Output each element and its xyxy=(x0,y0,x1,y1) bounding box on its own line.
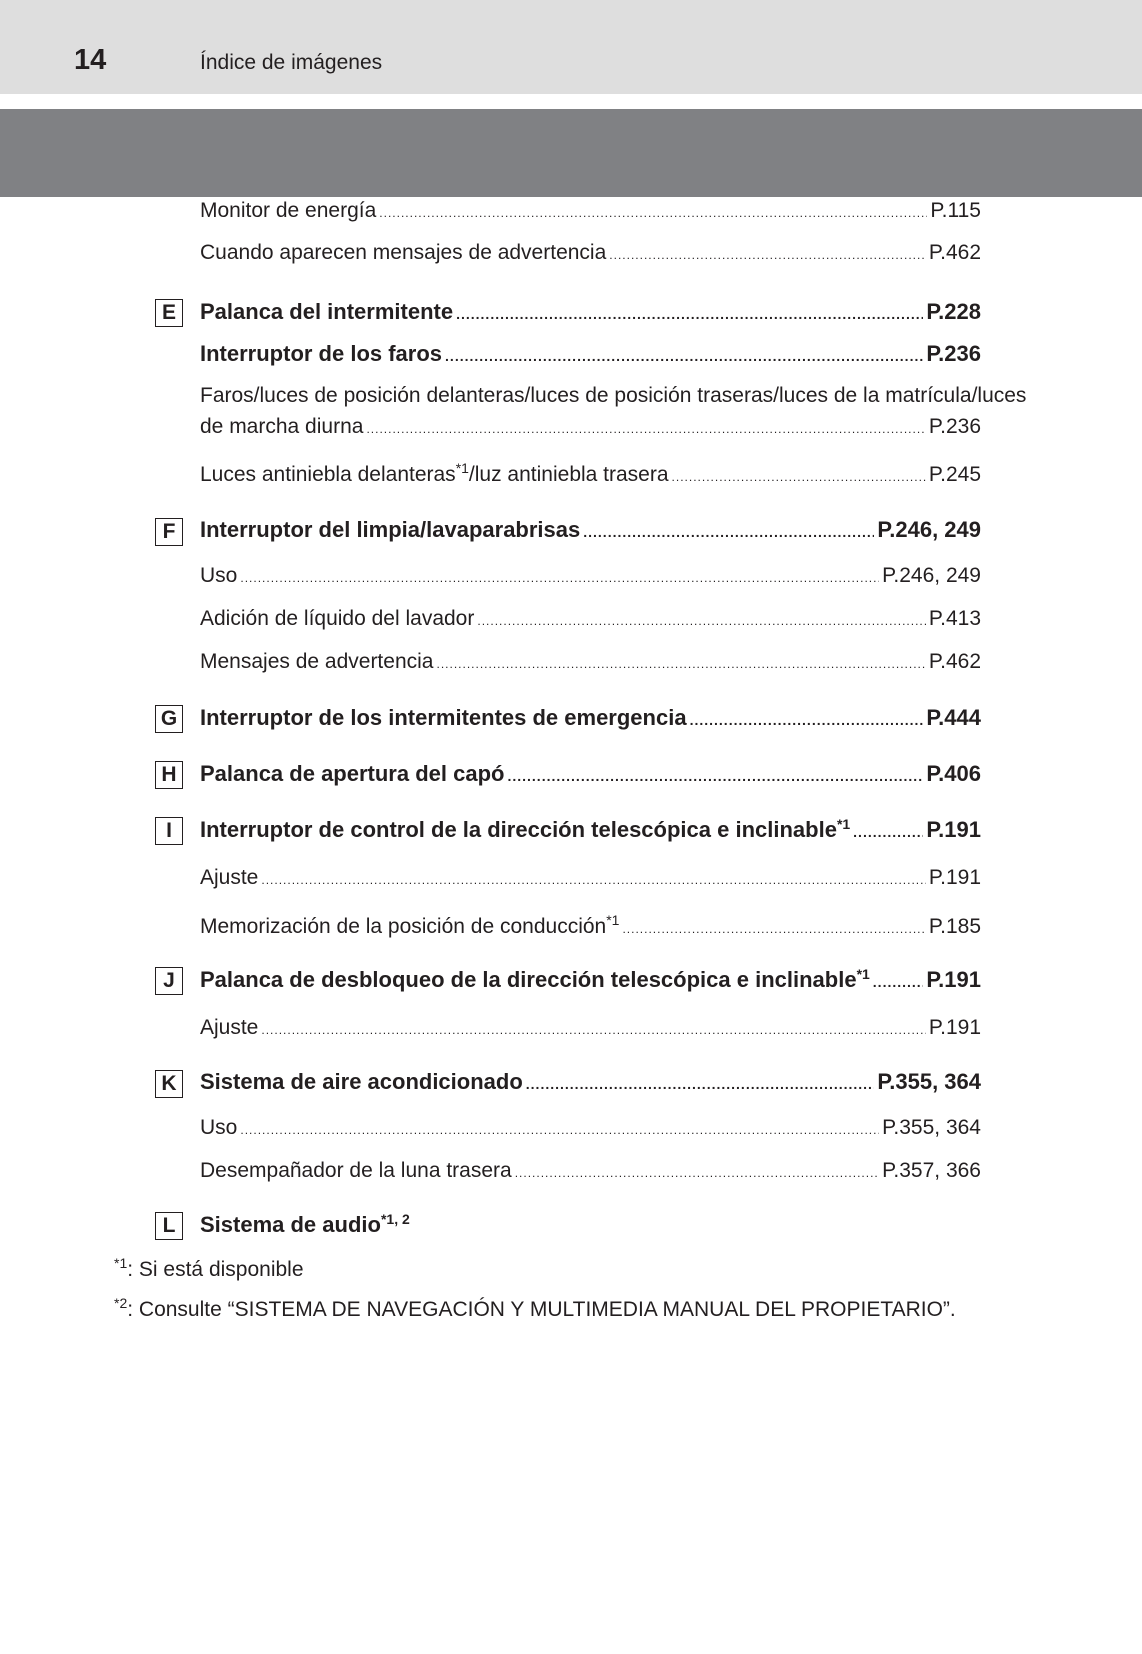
label-box-l: L xyxy=(155,1212,183,1240)
dot-leader xyxy=(379,206,927,220)
index-entry-uso-limpia xyxy=(200,564,981,588)
header-bar xyxy=(0,0,1142,94)
index-entry-ajuste-2 xyxy=(200,1016,981,1040)
footnote-mark: *2 xyxy=(114,1295,128,1311)
entry-text xyxy=(200,967,870,993)
dot-leader xyxy=(240,1123,879,1137)
index-entry-limpiaparabrisas xyxy=(200,517,981,543)
dot-leader xyxy=(477,614,925,628)
index-entry-ajuste xyxy=(200,866,981,890)
entry-text: Uso xyxy=(200,564,238,587)
entry-text: Interruptor de los intermitentes de emergencia xyxy=(200,705,687,730)
footnote-2 xyxy=(114,1295,956,1322)
page-reference: P.236 xyxy=(926,341,981,366)
index-entry-sistema-audio xyxy=(200,1212,981,1238)
dot-leader xyxy=(507,768,923,784)
dot-leader xyxy=(583,524,874,540)
label-box-k: K xyxy=(155,1070,183,1098)
entry-text xyxy=(200,817,850,843)
index-entry-mensajes-advertencia xyxy=(200,241,981,265)
entry-text-part: Sistema de audio xyxy=(200,1212,381,1237)
index-entry-control-direccion xyxy=(200,817,981,843)
dot-leader xyxy=(873,974,924,990)
index-entry-palanca-intermitente xyxy=(200,299,981,325)
entry-text: Cuando aparecen mensajes de advertencia xyxy=(200,241,607,264)
page-reference: P.355, 364 xyxy=(877,1069,981,1094)
entry-text-part: Memorización de la posición de conducción xyxy=(200,915,607,938)
page-reference: P.191 xyxy=(926,967,981,992)
entry-text: Interruptor de los faros xyxy=(200,341,443,366)
entry-text-part: Interruptor de control de la dirección telescópica e inclinable xyxy=(200,817,837,842)
entry-text-part: Palanca de desbloqueo de la dirección telescópica e inclinable xyxy=(200,967,857,992)
dot-leader xyxy=(366,422,925,436)
index-entry-faros-luces xyxy=(200,415,981,439)
dot-leader xyxy=(672,470,926,484)
index-entry-liquido-lavador xyxy=(200,607,981,631)
dot-leader xyxy=(609,248,926,262)
footnote-1 xyxy=(114,1255,304,1282)
entry-text xyxy=(200,912,620,939)
entry-text: Palanca del intermitente xyxy=(200,299,454,324)
page-reference: P.462 xyxy=(928,650,981,673)
page-reference: P.191 xyxy=(928,1016,981,1039)
footnote-ref: *1 xyxy=(856,966,870,982)
page-reference: P.462 xyxy=(928,241,981,264)
label-box-j: J xyxy=(155,967,183,995)
entry-text: Monitor de energía xyxy=(200,199,377,222)
dot-leader xyxy=(622,922,925,936)
dot-leader xyxy=(436,657,925,671)
page-reference: P.246, 249 xyxy=(882,564,981,587)
footnote-text: : Consulte “SISTEMA DE NAVEGACIÓN Y MULTIMEDIA MANUAL DEL PROPIETARIO”. xyxy=(127,1298,956,1321)
dot-leader xyxy=(690,712,924,728)
page-reference: P.191 xyxy=(928,866,981,889)
entry-text: Desempañador de la luna trasera xyxy=(200,1159,512,1182)
page-reference: P.413 xyxy=(928,607,981,630)
page-reference: P.185 xyxy=(928,915,981,938)
index-entry-interruptor-faros xyxy=(200,341,981,367)
section-title: Índice de imágenes xyxy=(200,51,383,74)
index-entry-desempanador xyxy=(200,1159,981,1183)
index-entry-emergencia xyxy=(200,705,981,731)
entry-text: Ajuste xyxy=(200,1016,259,1039)
index-entry-monitor-energia xyxy=(200,199,981,223)
index-entry-mensajes-advertencia-2 xyxy=(200,650,981,674)
entry-text-part: /luz antiniebla trasera xyxy=(468,463,669,486)
dot-leader xyxy=(456,306,923,322)
dot-leader xyxy=(240,571,879,585)
entry-text: Uso xyxy=(200,1116,238,1139)
entry-text: de marcha diurna xyxy=(200,415,364,438)
dot-leader xyxy=(526,1076,875,1092)
page-reference: P.115 xyxy=(930,199,981,222)
page-reference: P.236 xyxy=(928,415,981,438)
dot-leader xyxy=(261,1023,925,1037)
entry-text-part: Luces antiniebla delanteras xyxy=(200,463,456,486)
page-reference: P.444 xyxy=(926,705,981,730)
label-box-h: H xyxy=(155,761,183,789)
entry-text xyxy=(200,1212,410,1238)
index-entry-aire-acondicionado xyxy=(200,1069,981,1095)
page-reference: P.228 xyxy=(926,299,981,324)
dot-leader xyxy=(515,1166,879,1180)
index-entry-capo xyxy=(200,761,981,787)
index-entry-desbloqueo-direccion xyxy=(200,967,981,993)
entry-text: Palanca de apertura del capó xyxy=(200,761,505,786)
entry-text-line-1: Faros/luces de posición delanteras/luces de posición traseras/luces de la matrícula/luces xyxy=(200,384,1027,407)
page-reference: P.245 xyxy=(928,463,981,486)
entry-text xyxy=(200,460,669,487)
page-reference: P.357, 366 xyxy=(882,1159,981,1182)
page-number: 14 xyxy=(74,44,107,76)
index-entry-antiniebla xyxy=(200,460,981,487)
dot-leader xyxy=(261,873,925,887)
label-box-e: E xyxy=(155,299,183,327)
dot-leader xyxy=(853,824,923,840)
entry-text: Sistema de aire acondicionado xyxy=(200,1069,523,1094)
gray-band xyxy=(0,109,1142,197)
label-box-f: F xyxy=(155,518,183,546)
page-reference: P.355, 364 xyxy=(882,1116,981,1139)
index-entry-uso-aire xyxy=(200,1116,981,1140)
entry-text: Mensajes de advertencia xyxy=(200,650,434,673)
page-reference: P.246, 249 xyxy=(877,517,981,542)
footnote-ref: *1 xyxy=(836,816,851,832)
label-box-g: G xyxy=(155,705,183,733)
entry-text: Adición de líquido del lavador xyxy=(200,607,475,630)
entry-text: Ajuste xyxy=(200,866,259,889)
footnote-mark: *1 xyxy=(114,1255,128,1271)
footnote-text: : Si está disponible xyxy=(127,1258,304,1281)
footnote-ref: *1, 2 xyxy=(380,1211,410,1227)
page-reference: P.191 xyxy=(926,817,981,842)
dot-leader xyxy=(445,348,923,364)
index-entry-memorizacion xyxy=(200,912,981,939)
entry-text: Interruptor del limpia/lavaparabrisas xyxy=(200,517,581,542)
footnote-ref: *1 xyxy=(455,460,469,476)
footnote-ref: *1 xyxy=(606,912,620,928)
page-reference: P.406 xyxy=(926,761,981,786)
label-box-i: I xyxy=(155,817,183,845)
